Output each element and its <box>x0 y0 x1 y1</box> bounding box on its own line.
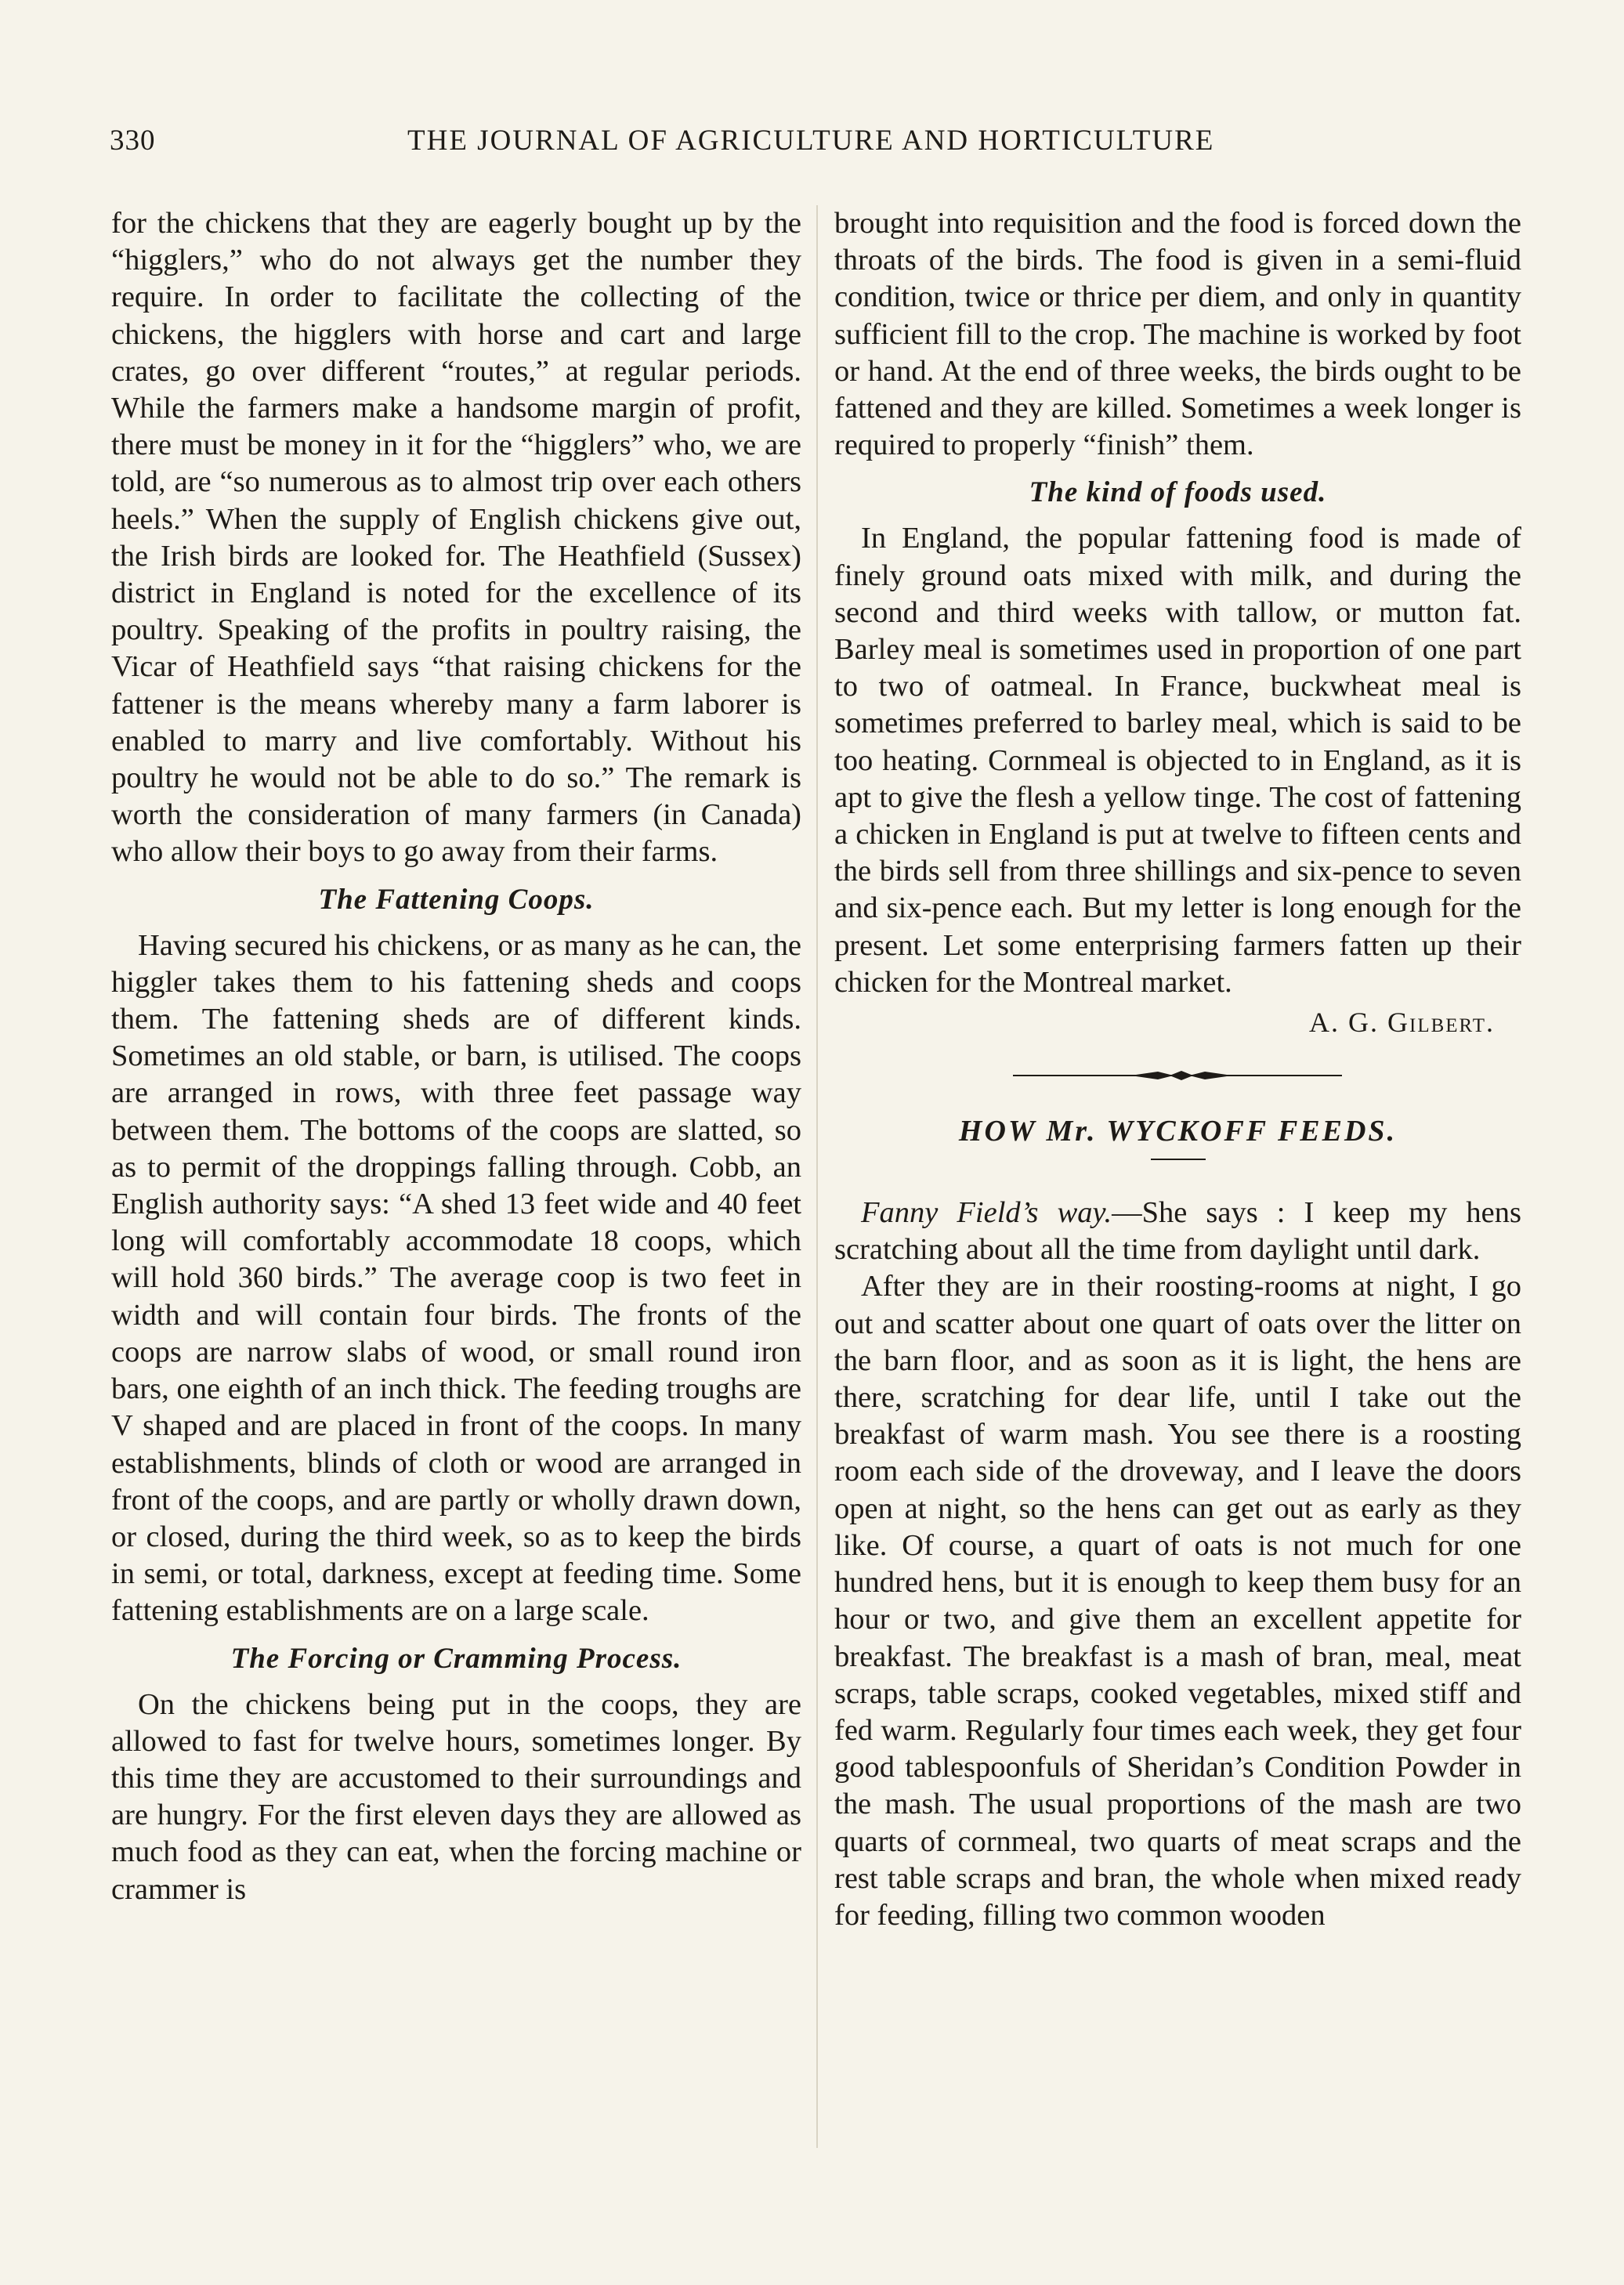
page-number: 330 <box>110 125 156 157</box>
ornamental-divider <box>834 1050 1521 1105</box>
paragraph: In England, the popular fattening food is made of finely ground oats mixed with milk, and during the second and third weeks with tallow, or mutton fat. Barley meal is sometimes used in proportion of one part to two of oatmeal. In France, buckwheat meal is sometimes preferred to barley meal, which is said to be too heating. Cornmeal is objected to in England, as it is apt to give the flesh a yellow tinge. The cost of fattening a chicken in England is put at twelve to fifteen cents and the birds sell from three shillings and six-pence to seven and six-pence each. But my letter is long enough for the present. Let some enterprising farmers fatten up their chicken for the Montreal market. <box>834 522 1521 999</box>
title-rule <box>1151 1159 1206 1160</box>
paragraph: brought into requisition and the food is forced down the throats of the birds. The food is given in a semi-fluid condition, twice or thrice per diem, and only in quantity sufficient fill to the crop. The machine is worked by foot or hand. At the end of three weeks, the birds ought to be fattened and they are killed. Sometimes a week longer is required to properly “finish” them. <box>834 207 1521 462</box>
running-head: THE JOURNAL OF AGRICULTURE AND HORTICULTURE <box>407 125 1215 157</box>
paragraph: Having secured his chickens, or as many as he can, the higgler takes them to his fattening sheds and coops them. The fattening sheds are of different kinds. Sometimes an old stable, or barn, is utilised. The coops are arranged in rows, with three feet passage way between them. The bottoms of the coops are slatted, so as to permit of the droppings falling through. Cobb, an English authority says: “A shed 13 feet wide and 40 feet long will comfortably accommodate 18 coops, which will hold 360 birds.” The average coop is two feet in width and will contain four birds. The fronts of the coops are narrow slabs of wood, or small round iron bars, one eighth of an inch thick. The feeding troughs are V shaped and are placed in front of the coops. In many establishments, blinds of cloth or wood are arranged in front of the coops, and are partly or wholly drawn down, or closed, during the third week, so as to keep the birds in semi, or total, darkness, except at feeding time. Some fattening establishments are on a large scale. <box>111 928 801 1628</box>
section-heading-kind-of-foods: The kind of foods used. <box>1029 476 1327 509</box>
left-column <box>111 205 801 1908</box>
ornament-rule-icon <box>1013 1066 1342 1085</box>
article-title: HOW Mr. WYCKOFF FEEDS. <box>958 1115 1398 1148</box>
column-divider <box>816 205 818 2148</box>
right-column <box>834 205 1521 1934</box>
paragraph-lead <box>834 1195 1521 1268</box>
paragraph: On the chickens being put in the coops, they are allowed to fast for twelve hours, sometimes longer. By this time they are accustomed to their surroundings and are hungry. For the first eleven days they are allowed as much food as they can eat, when the forcing machine or crammer is <box>111 1687 801 1906</box>
author-signature: A. G. Gilbert. <box>1309 1007 1495 1039</box>
paragraph: After they are in their roosting-rooms at night, I go out and scatter about one quart of oats over the litter on the barn floor, and as soon as it is light, the hens are there, scratching for dear life, until I take out the breakfast of warm mash. You see there is a roosting room each side of the droveway, and I leave the doors open at night, so the hens can get out as early as they like. Of course, a quart of oats is not much for one hundred hens, but it is enough to keep them busy for an hour or two, and give them an excellent appetite for breakfast. The breakfast is a mash of bran, meal, meat scraps, table scraps, cooked vegetables, mixed stiff and fed warm. Regularly four times each week, they get four good tablespoonfuls of Sheridan’s Condition Powder in the mash. The usual proportions of the mash are two quarts of cornmeal, two quarts of meat scraps and the rest table scraps and bran, the whole when mixed ready for feeding, filling two common wooden <box>834 1270 1521 1932</box>
section-heading-fattening-coops: The Fattening Coops. <box>318 883 595 916</box>
lead-phrase: Fanny Field’s way. <box>861 1196 1112 1230</box>
page-header <box>110 119 1520 166</box>
lead-text: —She says : I keep my hens scratching about all the time from daylight until dark. <box>834 1196 1521 1267</box>
paragraph: for the chickens that they are eagerly bought up by the “higglers,” who do not always get the number they require. In order to facilitate the collecting of the chickens, the higglers with horse and cart and large crates, go over different “routes,” at regular periods. While the farmers make a handsome margin of profit, there must be money in it for the “higglers” who, we are told, are “so numerous as to almost trip over each others heels.” When the supply of English chickens give out, the Irish birds are looked for. The Heathfield (Sussex) district in England is noted for the excellence of its poultry. Speaking of the profits in poultry raising, the Vicar of Heathfield says “that raising chickens for the fattener is the means whereby many a farm laborer is enabled to marry and live comfortably. Without his poultry he would not be able to do so.” The remark is worth the consideration of many farmers (in Canada) who allow their boys to go away from their farms. <box>111 207 801 869</box>
section-heading-cramming-process: The Forcing or Cramming Process. <box>230 1642 682 1675</box>
